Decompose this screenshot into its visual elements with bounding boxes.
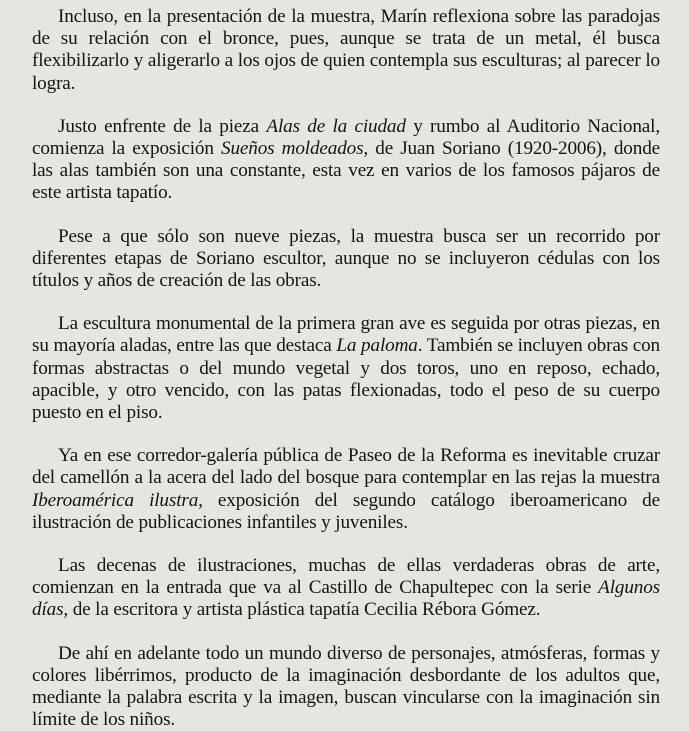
- text: Las decenas de ilustraciones, muchas de ellas verdaderas obras de arte, comienzan en la entrada que va al Castillo de Chapultepec con la serie: [32, 555, 660, 599]
- text: . También se incluyen obras con formas abstractas o del mundo vegetal y dos toros, uno en reposo, echado, apacible, y otro vencido, con las patas flexionadas, todo el peso de su cuerpo puesto en el piso.: [32, 335, 660, 424]
- text: de Juan Soriano (1920-2006), donde las alas también son una constante, esta vez en varios de los famosos pájaros de este artista tapatío.: [32, 138, 661, 204]
- artwork-title: La paloma: [336, 335, 418, 357]
- text: Justo enfrente de la pieza: [58, 115, 267, 137]
- paragraph-iberoamerica-ilustra: [32, 445, 660, 534]
- paragraph-decenas-ilustraciones: [32, 555, 660, 622]
- text: De ahí en adelante todo un mundo diverso de personajes, atmósferas, formas y colores libérrimos, producto de la imaginación desbordante de los adultos que, mediante la palabra escrita y la imagen, buscan vincularse con la imaginación sin límite de los niños.: [32, 642, 660, 731]
- exhibition-title: Sueños moldeados,: [221, 138, 369, 160]
- text: de la escritora y artista plástica tapatía Cecilia Rébora Gómez.: [68, 599, 541, 621]
- text: exposición del segundo catálogo iberoamericano de ilustración de publicaciones infantiles y juveniles.: [32, 489, 660, 533]
- text: y rumbo al Auditorio Nacional, comienza la exposición: [32, 115, 660, 160]
- text: Pese a que sólo son nueve piezas, la muestra busca ser un recorrido por diferentes etapas de Soriano escultor, aunque no se incluyeron cédulas con los títulos y años de creación de las obras.: [32, 225, 660, 292]
- document-body: [32, 6, 660, 731]
- paragraph-marin-bronce: [32, 6, 660, 95]
- text: Ya en ese corredor-galería pública de Paseo de la Reforma es inevitable cruzar del camellón a la acera del lado del bosque para contemplar en las rejas la muestra: [32, 445, 660, 489]
- paragraph-nueve-piezas: [32, 226, 660, 293]
- series-title: Algunos días,: [32, 577, 660, 621]
- artwork-title: Alas de la ciudad: [266, 115, 406, 137]
- paragraph-escultura-monumental: [32, 313, 660, 424]
- text: La escultura monumental de la primera gran ave es seguida por otras piezas, en su mayoría aladas, entre las que destaca: [32, 313, 660, 357]
- text: Incluso, en la presentación de la muestra, Marín reflexiona sobre las paradojas de su relación con el bronce, pues, aunque se trata de un metal, él busca flexibilizarlo y aligerarlo a los ojos de quien contempla sus esculturas; al parecer lo logra.: [32, 6, 660, 94]
- exhibition-title: Iberoamérica ilustra,: [32, 489, 203, 511]
- paragraph-mundo-diverso: [32, 643, 660, 731]
- paragraph-suenos-moldeados: [32, 116, 660, 205]
